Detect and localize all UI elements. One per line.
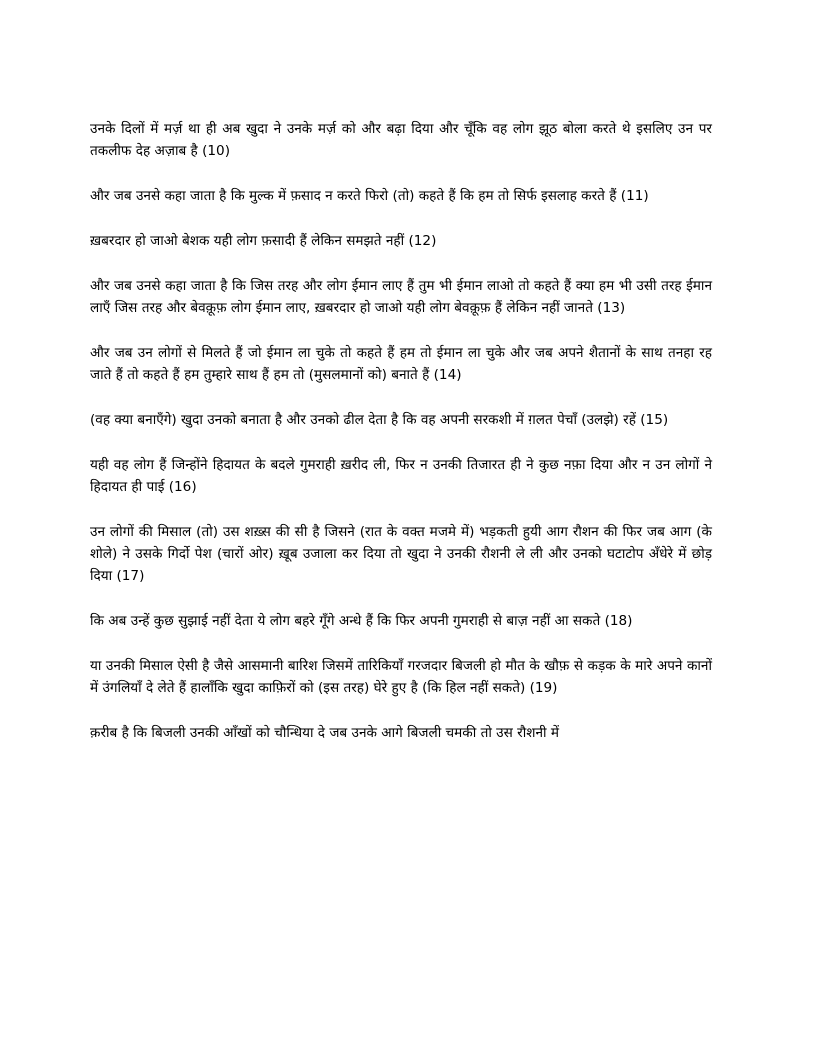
verse-18: कि अब उन्हें कुछ सुझाई नहीं देता ये लोग बहरे गूँगे अन्धे हैं कि फिर अपनी गुमराही से बाज़ नहीं आ सकते (18)	[90, 613, 633, 629]
verse-12: ख़बरदार हो जाओ बेशक यही लोग फ़सादी हैं लेकिन समझते नहीं (12)	[90, 233, 437, 249]
verse-17: उन लोगों की मिसाल (तो) उस शख़्स की सी है जिसने (रात के वक्त मजमे में) भड़कती हुयी आग रौशन की फिर जब आग (के शोले) ने उसके गिर्दो पेश (चारों ओर) ख़ूब उजाला कर दिया तो खुदा ने उनकी रौशनी ले ली और उनको घटाटोप अँधेरे में छोड़ दिया (17)	[90, 524, 712, 584]
verse-15: (वह क्या बनाएँगे) खुदा उनको बनाता है और उनको ढील देता है कि वह अपनी सरकशी में ग़लत पेचाँ (उलझे) रहें (15)	[90, 412, 669, 428]
verse-16: यही वह लोग हैं जिन्होंने हिदायत के बदले गुमराही ख़रीद ली, फिर न उनकी तिजारत ही ने कुछ नफ़ा दिया और न उन लोगों ने हिदायत ही पाई (16)	[90, 457, 712, 495]
verse-10: उनके दिलों में मर्ज़ था ही अब खुदा ने उनके मर्ज़ को और बढ़ा दिया और चूँकि वह लोग झूठ बोला करते थे इसलिए उन पर तकलीफ देह अज़ाब है (10)	[90, 121, 712, 159]
verse-11: और जब उनसे कहा जाता है कि मुल्क में फ़साद न करते फिरो (तो) कहते हैं कि हम तो सिर्फ इसलाह करते हैं (11)	[90, 188, 649, 204]
verse-20-partial: क़रीब है कि बिजली उनकी आँखों को चौन्धिया दे जब उनके आगे बिजली चमकी तो उस रौशनी में	[90, 725, 559, 741]
verse-19: या उनकी मिसाल ऐसी है जैसे आसमानी बारिश जिसमें तारिकियाँ गरजदार बिजली हो मौत के खौफ़ से कड़क के मारे अपने कानों में उंगलियाँ दे लेते हैं हालाँकि खुदा काफ़िरों को (इस तरह) घेरे हुए है (कि हिल नहीं सकते) (19)	[90, 658, 712, 696]
verse-14: और जब उन लोगों से मिलते हैं जो ईमान ला चुके तो कहते हैं हम तो ईमान ला चुके और जब अपने शैतानों के साथ तनहा रह जाते हैं तो कहते हैं हम तुम्हारे साथ हैं हम तो (मुसलमानों को) बनाते हैं (14)	[90, 345, 712, 383]
verse-13: और जब उनसे कहा जाता है कि जिस तरह और लोग ईमान लाए हैं तुम भी ईमान लाओ तो कहते हैं क्या हम भी उसी तरह ईमान लाएँ जिस तरह और बेवक़ूफ़ लोग ईमान लाए, ख़बरदार हो जाओ यही लोग बेवक़ूफ़ हैं लेकिन नहीं जानते (13)	[90, 278, 712, 316]
document-page	[90, 118, 712, 744]
